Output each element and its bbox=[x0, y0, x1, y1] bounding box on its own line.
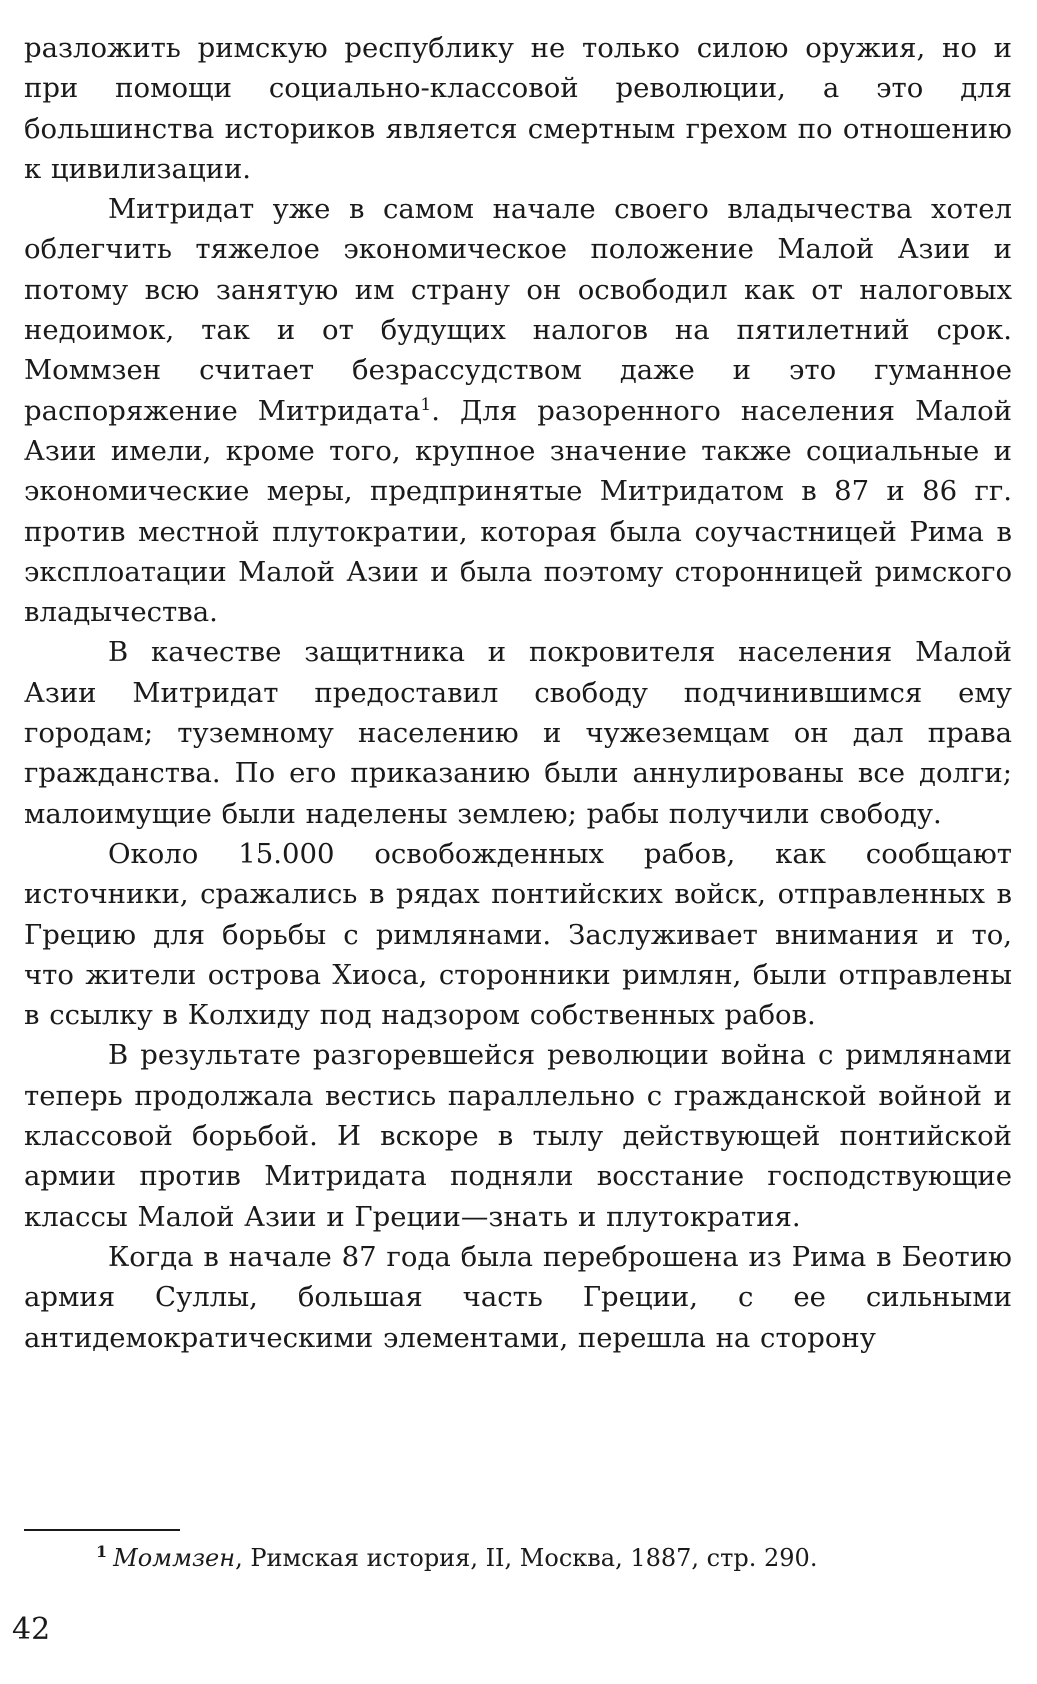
footnote-number: 1 bbox=[96, 1542, 108, 1561]
footnote-citation: , Римская история, II, Москва, 1887, стр. 290. bbox=[235, 1544, 818, 1572]
footnote-author: Моммзен bbox=[113, 1544, 236, 1572]
page-body bbox=[24, 28, 1012, 1358]
page-number: 42 bbox=[12, 1612, 51, 1647]
paragraph-1: разложить римскую республику не только силою оружия, но и при помощи социально-классовой революции, а это для большинства историков является смертным грехом по отношению к цивилизации. bbox=[24, 32, 1012, 185]
footnote-reference[interactable]: 1 bbox=[420, 394, 432, 415]
paragraph-2-text-b: . Для разоренного населения Малой Азии имели, кроме того, крупное значение также социальные и экономические меры, предпринятые Митридатом в 87 и 86 гг. против местной плутократии, которая была соучастницей Рима в эксплоатации Малой Азии и была поэтому сторонницей римского владычества. bbox=[24, 394, 1012, 629]
paragraph-3: В качестве защитника и покровителя населения Малой Азии Митридат предоставил свободу подчинившимся ему городам; туземному населению и чужеземцам он дал права гражданства. По его приказанию были аннулированы все долги; малоимущие были наделены землею; рабы получили свободу. bbox=[24, 636, 1012, 830]
paragraph-2 bbox=[24, 189, 1012, 632]
footnote bbox=[96, 1542, 996, 1574]
footnote-divider bbox=[24, 1529, 180, 1531]
paragraph-6: Когда в начале 87 года была переброшена из Рима в Беотию армия Суллы, большая часть Греции, с ее сильными антидемократическими элементами, перешла на сторону bbox=[24, 1240, 1012, 1354]
paragraph-2-text-a: Митридат уже в самом начале своего владычества хотел облегчить тяжелое экономическое положение Малой Азии и потому всю занятую им страну он освободил как от налоговых недоимок, так и от будущих налогов на пятилетний срок. Моммзен считает безрассудством даже и это гуманное распоряжение Митридата bbox=[24, 193, 1012, 427]
paragraph-5: В результате разгоревшейся революции война с римлянами теперь продолжала вестись параллельно с гражданской войной и классовой борьбой. И вскоре в тылу действующей понтийской армии против Митридата подняли восстание господствующие классы Малой Азии и Греции—знать и плутократия. bbox=[24, 1039, 1012, 1233]
paragraph-4: Около 15.000 освобожденных рабов, как сообщают источники, сражались в рядах понтийских войск, отправленных в Грецию для борьбы с римлянами. Заслуживает внимания и то, что жители острова Хиоса, сторонники римлян, были отправлены в ссылку в Колхиду под надзором собственных рабов. bbox=[24, 837, 1012, 1032]
